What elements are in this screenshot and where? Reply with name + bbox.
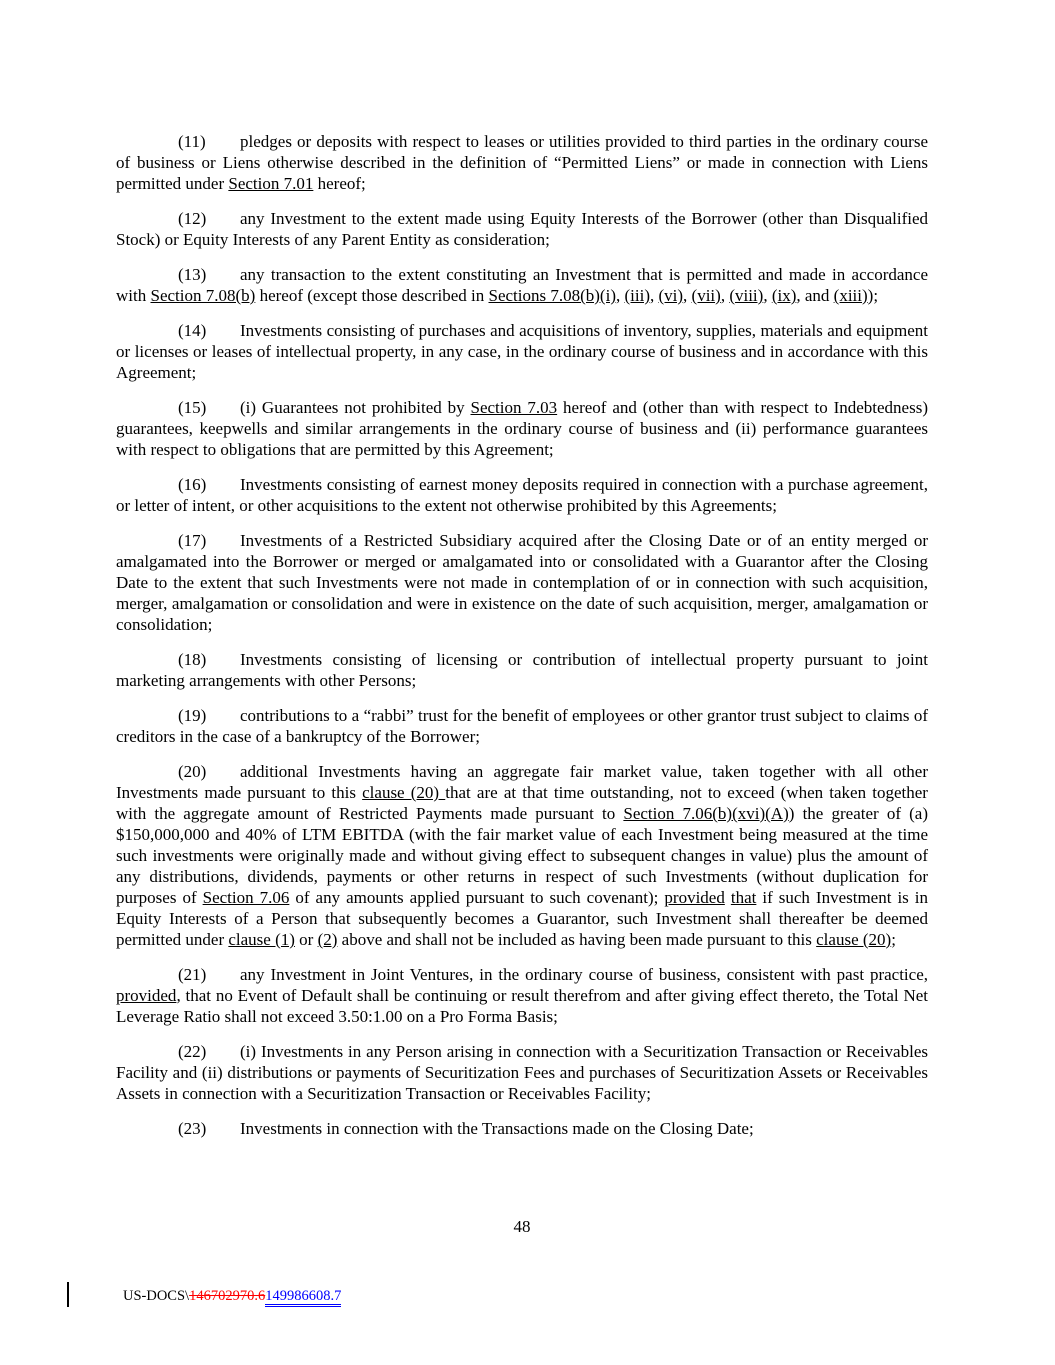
section-reference: (iii) [624,286,650,305]
section-reference: Section 7.03 [470,398,558,417]
section-reference: Section 7.01 [228,174,314,193]
text-run: , [720,286,730,305]
section-reference: (ix) [771,286,797,305]
text-run: Investments consisting of earnest money deposits required in connection with a purchase agreement, or letter of intent, or other acquisitions to the extent not otherwise prohibited by this Agreements; [116,475,928,515]
text-run: contributions to a “rabbi” trust for the benefit of employees or other grantor trust subject to claims of creditors in the case of a bankruptcy of the Borrower; [116,706,928,746]
section-reference: clause (20) [362,783,446,802]
change-bar-marker [67,1282,69,1307]
text-run: , and [796,286,834,305]
section-reference: (2) [317,930,338,949]
text-run: ; [891,930,896,949]
section-reference: clause (1) [228,930,295,949]
section-reference: (vii) [691,286,721,305]
text-run: any Investment in Joint Ventures, in the ordinary course of business, consistent with past practice, [240,965,928,984]
paragraph-number: (19) [178,706,207,725]
paragraph-number: (16) [178,475,207,494]
text-run: ) the greater of (a) $150,000,000 and 40% of LTM EBITDA (with the fair market value of each Investment being measured at the time such investments were originally made and without giving effect to subsequent changes in value) plus the amount of any distributions, dividends, payments or other returns in respect of such Investments (without duplication for purposes of [116,804,929,907]
paragraph-11 [116,131,928,194]
paragraph-15 [116,397,928,460]
paragraph-number: (13) [178,265,207,284]
paragraph-18 [116,649,928,691]
section-reference: (xiii) [833,286,868,305]
paragraph-number: (17) [178,531,207,550]
section-reference: Section 7.06 [202,888,290,907]
document-body [116,131,928,1153]
paragraph-17 [116,530,928,635]
footer-doc-id-prefix: US-DOCS\ [123,1288,190,1304]
text-run: (i) Guarantees not prohibited by [240,398,471,417]
paragraph-number: (14) [178,321,207,340]
text-run: or [294,930,318,949]
text-run: if such Investment is in Equity Interests of a Person that subsequently becomes a Guarantor, such Investment shall thereafter be deemed permitted under [116,888,929,949]
paragraph-14 [116,320,928,383]
paragraph-number: (11) [178,132,206,151]
text-run: that are at that time outstanding, not to exceed (when taken together with the aggregate amount of Restricted Payments made pursuant to [116,783,928,823]
paragraph-number: (12) [178,209,207,228]
text-run: of any amounts applied pursuant to such covenant); [289,888,665,907]
section-reference: clause (20) [816,930,892,949]
paragraph-12 [116,208,928,250]
section-reference: (viii) [729,286,764,305]
text-run: Investments consisting of purchases and acquisitions of inventory, supplies, materials and equipment or licenses or leases of intellectual property, in any case, in the ordinary course of business and in accordance with this Agreement; [116,321,928,382]
text-run: Investments in connection with the Transactions made on the Closing Date; [240,1119,754,1138]
section-reference: provided [116,986,177,1005]
paragraph-number: (18) [178,650,207,669]
text-run: hereof and (other than with respect to Indebtedness) guarantees, keepwells and similar arrangements in the ordinary course of business and (ii) performance guarantees with respect to obligations that are permitted by this Agreement; [116,398,928,459]
text-run: above and shall not be included as having been made pursuant to this [337,930,817,949]
text-run: , that no Event of Default shall be continuing or result therefrom and after giving effect thereto, the Total Net Leverage Ratio shall not exceed 3.50:1.00 on a Pro Forma Basis; [116,986,928,1026]
footer-doc-id-inserted: 149986608.7 [265,1289,341,1307]
text-run: Investments consisting of licensing or contribution of intellectual property pursuant to joint marketing arrangements with other Persons; [116,650,928,690]
paragraph-22 [116,1041,928,1104]
paragraph-23 [116,1118,928,1139]
page-number: 48 [513,1217,531,1236]
paragraph-list [116,131,928,1139]
paragraph-number: (20) [178,762,207,781]
text-run: , [615,286,625,305]
text-run: hereof (except those described in [255,286,489,305]
section-reference: provided [664,888,725,907]
section-reference: that [730,888,757,907]
text-run: , [683,286,692,305]
footer-doc-id [123,1287,341,1307]
paragraph-20 [116,761,928,950]
paragraph-number: (15) [178,398,207,417]
paragraph-21 [116,964,928,1027]
section-reference: Section 7.08(b) [150,286,256,305]
paragraph-16 [116,474,928,516]
paragraph-number: (22) [178,1042,207,1061]
text-run: , [763,286,772,305]
paragraph-number: (23) [178,1119,207,1138]
text-run: additional Investments having an aggregate fair market value, taken together with all other Investments made pursuant to this [116,762,928,802]
text-run: ); [867,286,879,305]
footer-doc-id-deleted: 146702970.6 [189,1288,266,1304]
section-reference: (vi) [658,286,684,305]
text-run: (i) Investments in any Person arising in connection with a Securitization Transaction or Receivables Facility and (ii) distributions or payments of Securitization Fees and purchases of Securitization Assets or Receivables Assets in connection with a Securitization Transaction or Receivables Facility; [116,1042,928,1103]
section-reference: Section 7.06(b)(xvi)(A) [623,804,789,823]
text-run: , [649,286,659,305]
paragraph-13 [116,264,928,306]
paragraph-number: (21) [178,965,207,984]
section-reference: Sections 7.08(b)(i) [488,286,616,305]
paragraph-19 [116,705,928,747]
text-run: pledges or deposits with respect to leases or utilities provided to third parties in the ordinary course of business or Liens otherwise described in the definition of “Permitted Liens” or made in connection with Liens permitted under [116,132,928,193]
text-run: any Investment to the extent made using Equity Interests of the Borrower (other than Disqualified Stock) or Equity Interests of any Parent Entity as consideration; [116,209,928,249]
text-run: hereof; [313,174,366,193]
text-run: any transaction to the extent constituting an Investment that is permitted and made in accordance with [116,265,928,305]
text-run: Investments of a Restricted Subsidiary acquired after the Closing Date or of an entity merged or amalgamated into the Borrower or merged or amalgamated into or consolidated with a Guarantor after the Closing Date to the extent that such Investments were not made in contemplation of or in connection with such acquisition, merger, amalgamation or consolidation and were in existence on the date of such acquisition, merger, amalgamation or consolidation; [116,531,928,634]
